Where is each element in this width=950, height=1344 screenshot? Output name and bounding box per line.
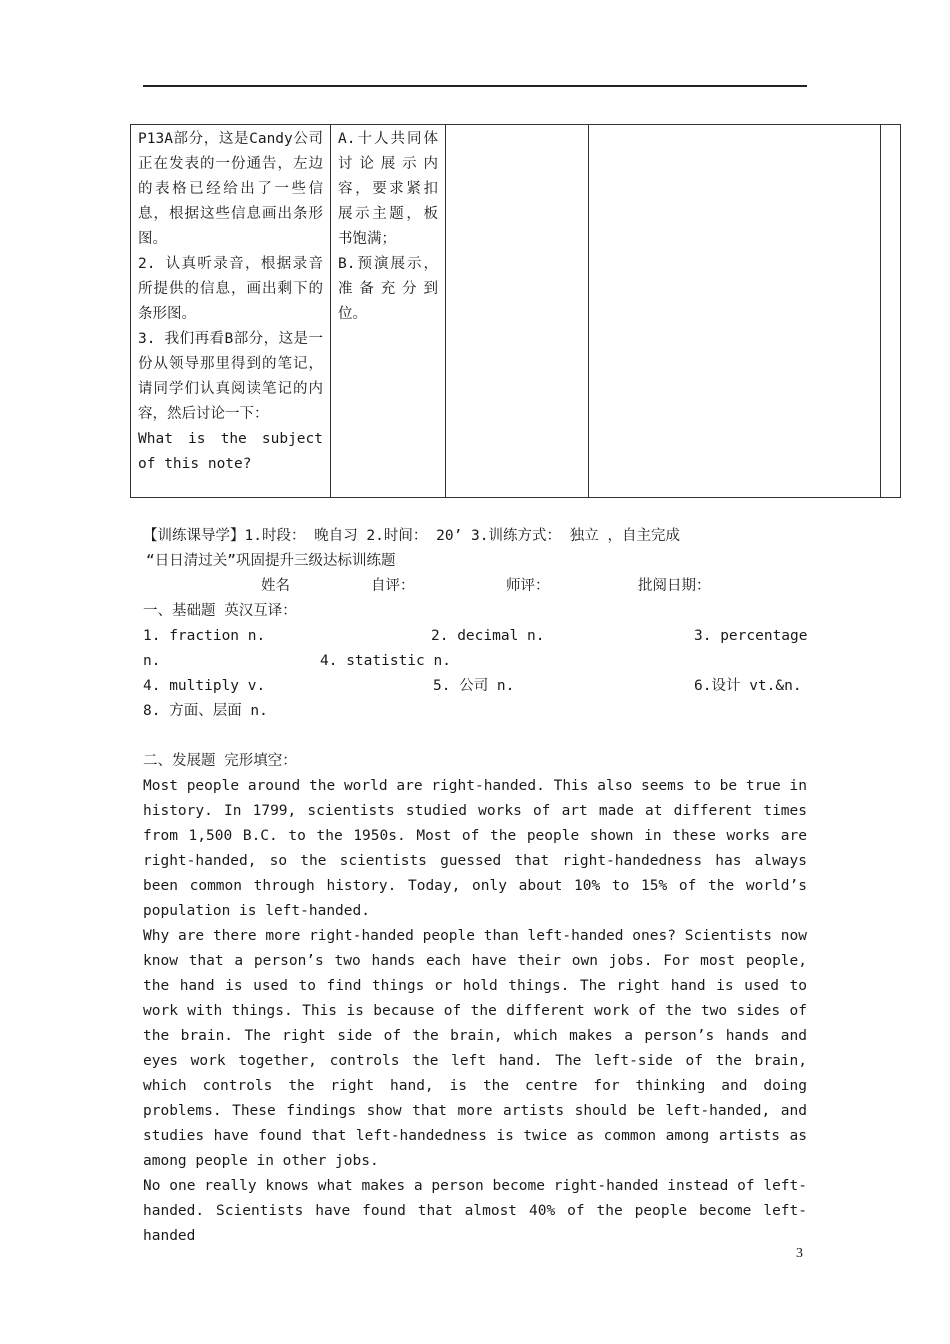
vocab-item: 4. statistic n. <box>320 653 451 669</box>
student-activity-cell <box>331 125 446 498</box>
activity-b: B.预演展示，准备充分到位。 <box>338 256 438 322</box>
training-header: 【训练课导学】1.时段： 晚自习 2.时间： 20’ 3.训练方式： 独立 ，自主完成 <box>143 528 680 544</box>
table-row <box>131 125 901 498</box>
vocab-item: 3. percentage <box>694 628 808 644</box>
empty-cell <box>881 125 901 498</box>
empty-cell <box>446 125 589 498</box>
vocab-item: 8. 方面、层面 n. <box>143 703 268 719</box>
guide-question: What is the subject of this note? <box>138 431 323 472</box>
passage-paragraph: No one really knows what makes a person become right-handed instead of left-handed. Scientists have found that almost 40% of the people become left-handed <box>143 1178 807 1244</box>
vocab-item: 6.设计 vt.&n. <box>694 678 802 694</box>
empty-cell <box>589 125 881 498</box>
vocab-item: 5. 公司 n. <box>433 678 515 694</box>
self-eval-label: 自评： <box>371 578 415 594</box>
evaluation-row <box>143 574 807 599</box>
teacher-eval-label: 师评： <box>506 578 550 594</box>
page-number: 3 <box>796 1246 803 1261</box>
vocab-row <box>143 649 807 674</box>
date-label: 批阅日期： <box>638 578 711 594</box>
exercise-content <box>143 524 807 1249</box>
spacer <box>143 724 807 749</box>
activity-a: A.十人共同体讨论展示内容，要求紧扣展示主题，板书饱满； <box>338 131 438 247</box>
passage-paragraph: Why are there more right-handed people than left-handed ones? Scientists now know that a person’s two hands each have their own jobs. For most people, the hand is used to find things or hold things. The right hand is used to work with things. This is because of the different work of the two sides of the brain. The right side of the brain, which makes a person’s hands and eyes work together, controls the left hand. The left-side of the brain, which controls the right hand, is the centre for thinking and doing problems. These findings show that more artists should be left-handed, and studies have found that left-handedness is twice as common among artists as among people in other jobs. <box>143 928 807 1169</box>
lesson-table <box>130 124 901 498</box>
guide-step-2: 2. 认真听录音，根据录音所提供的信息，画出剩下的条形图。 <box>138 256 323 322</box>
vocab-item: 2. decimal n. <box>431 628 545 644</box>
vocab-row <box>143 624 807 649</box>
vocab-item: 1. fraction n. <box>143 628 266 644</box>
vocab-item: 4. multiply v. <box>143 678 266 694</box>
section2-heading: 二、发展题 完形填空： <box>143 753 297 769</box>
vocab-item: n. <box>143 653 161 669</box>
name-label: 姓名 <box>261 578 290 594</box>
header-rule <box>143 85 807 87</box>
exercise-title: “日日清过关”巩固提升三级达标训练题 <box>146 553 396 569</box>
vocab-row <box>143 674 807 699</box>
teacher-guide-cell <box>131 125 331 498</box>
passage-paragraph: Most people around the world are right-handed. This also seems to be true in history. In 1799, scientists studied works of art made at different times from 1,500 B.C. to the 1950s. Most of the people shown in these works are right-handed, so the scientists guessed that right-handedness has always been common through history. Today, only about 10% to 15% of the world’s population is left-handed. <box>143 778 807 919</box>
section1-heading: 一、基础题 英汉互译： <box>143 603 297 619</box>
guide-step-1: P13A部分，这是Candy公司正在发表的一份通告，左边的表格已经给出了一些信息，根据这些信息画出条形图。 <box>138 131 323 247</box>
guide-step-3: 3. 我们再看B部分，这是一份从领导那里得到的笔记，请同学们认真阅读笔记的内容，然后讨论一下： <box>138 331 323 422</box>
